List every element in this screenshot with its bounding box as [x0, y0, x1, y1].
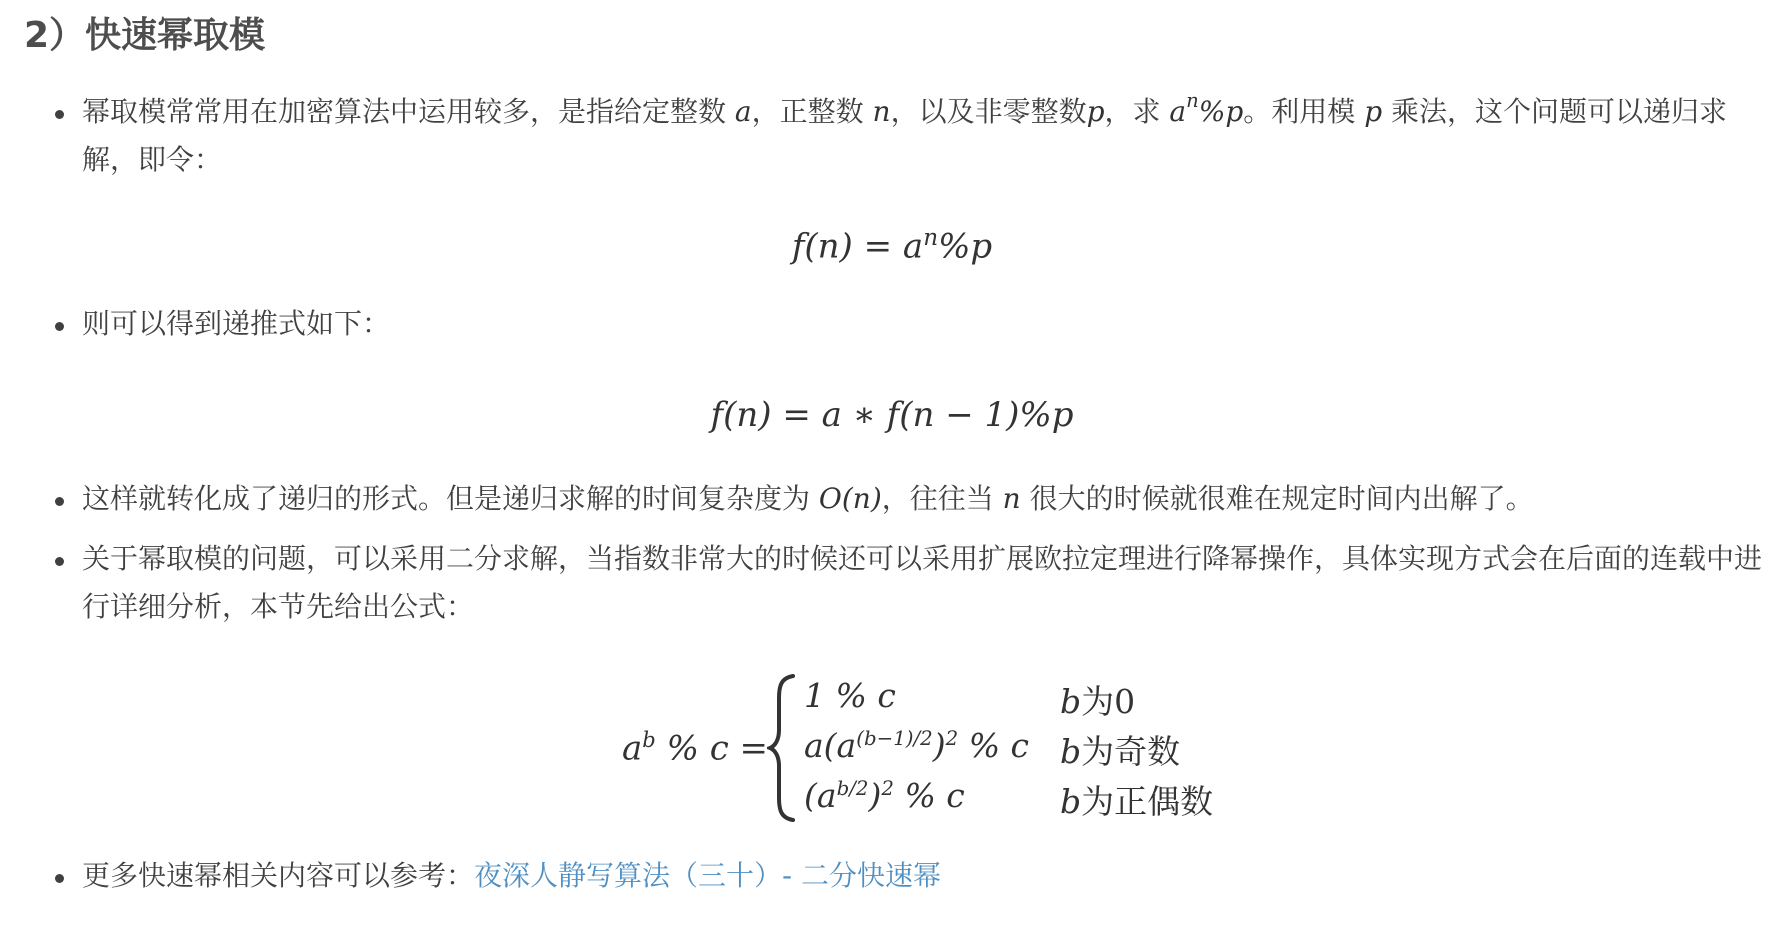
case-1-condition: b为0 — [1060, 682, 1136, 721]
case-3-condition: b为正偶数 — [1060, 782, 1214, 821]
text-run: 更多快速幂相关内容可以参考： — [82, 859, 475, 892]
reference-link[interactable]: 夜深人静写算法（三十）- 二分快速幂 — [474, 859, 942, 892]
text-run: 很大的时候就很难在规定时间内出解了。 — [1020, 482, 1534, 515]
equation-1: $f(n) = a^n\%p$ — [791, 225, 993, 267]
list-item — [55, 300, 390, 348]
section-heading: 2）快速幂取模 — [24, 15, 266, 56]
list-item — [55, 535, 1775, 631]
math-var: p — [1364, 95, 1383, 128]
math-var: p — [1086, 95, 1105, 128]
text-run: 这样就转化成了递归的形式。但是递归求解的时间复杂度为 — [82, 482, 819, 515]
equation-2: f(n) = a ∗ f(n − 1)%p — [710, 395, 1074, 435]
text-run: ，正整数 — [751, 95, 873, 128]
list-item-text: 关于幂取模的问题，可以采用二分求解，当指数非常大的时候还可以采用扩展欧拉定理进行降幂操作，具体实现方式会在后面的连载中进行详细分析，本节先给出公式： — [82, 542, 1763, 623]
piecewise-lhs: $a^b$ % c = — [622, 727, 769, 769]
math-expr: $a^n\%p$ — [1169, 88, 1244, 128]
list-item — [55, 88, 1775, 184]
text-run: 幂取模常常用在加密算法中运用较多，是指给定整数 — [82, 95, 735, 128]
list-item-text: 则可以得到递推式如下： — [82, 307, 391, 340]
text-run: 。利用模 — [1243, 95, 1365, 128]
text-run: 乘法，这个问题可以递归求解，即令： — [82, 95, 1728, 176]
case-1-expr: 1 % c — [804, 676, 896, 715]
text-run: ，以及非零整数 — [890, 95, 1087, 128]
list-item-text — [55, 852, 941, 900]
left-brace-icon — [767, 672, 797, 824]
math-var: a — [734, 95, 752, 128]
text-run: ，求 — [1104, 95, 1170, 128]
math-var: n — [872, 95, 891, 128]
list-item-text — [55, 88, 1775, 184]
math-var: n — [1002, 482, 1021, 515]
case-3-expr: $(a^{b/2})^2$ % c — [804, 776, 965, 815]
list-item — [55, 852, 941, 900]
piecewise-equation — [622, 672, 1222, 824]
math-expr: O(n) — [818, 482, 882, 515]
case-2-condition: b为奇数 — [1060, 732, 1181, 771]
case-2-expr: $a(a^{(b-1)/2})^2$ % c — [804, 726, 1030, 765]
text-run: ，往往当 — [881, 482, 1003, 515]
list-item-text — [55, 475, 1775, 523]
list-item — [55, 475, 1775, 523]
